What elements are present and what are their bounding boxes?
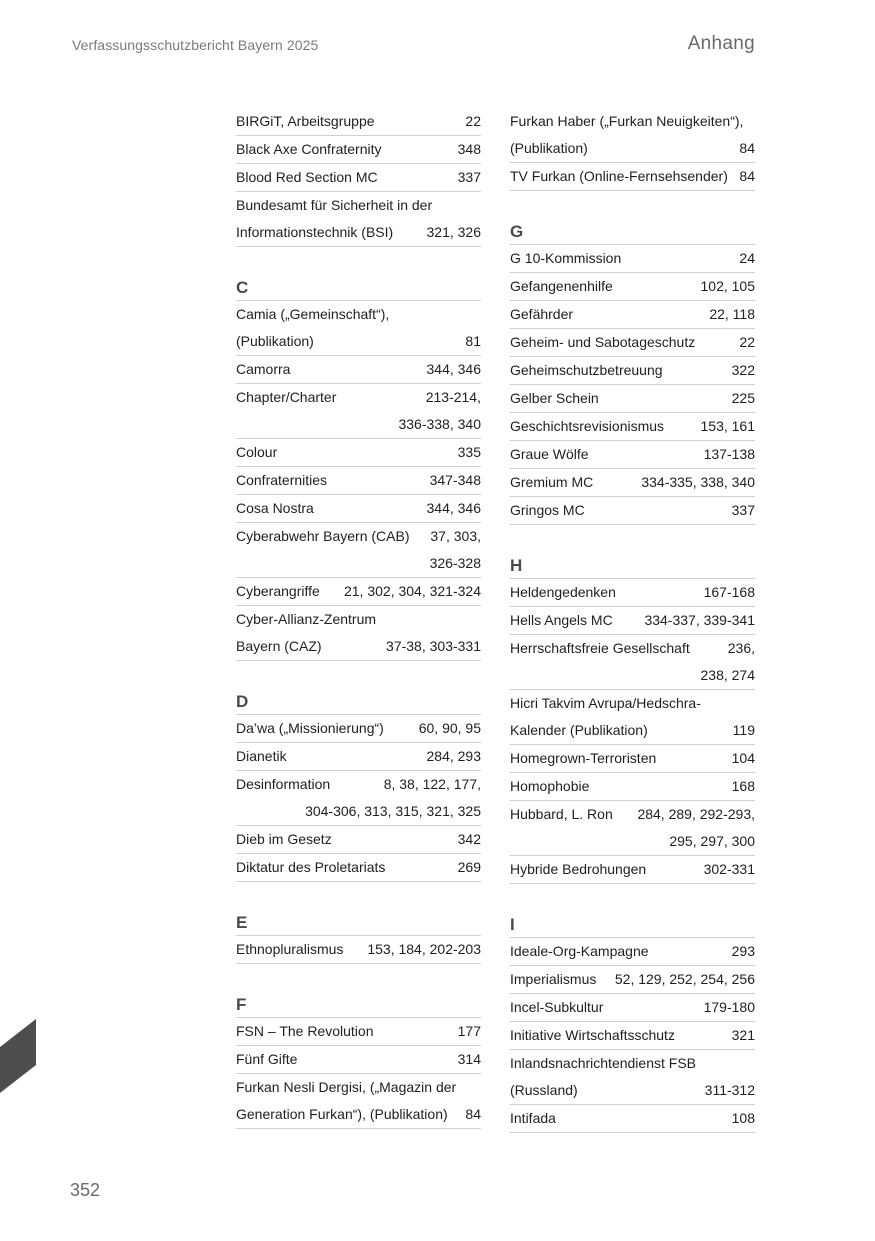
section-spacer (510, 525, 755, 551)
index-entry-line (236, 411, 481, 438)
index-entry-line (510, 245, 755, 272)
index-term: Geschichtsrevisionismus (510, 418, 665, 434)
index-entry-line (510, 385, 755, 412)
index-entry (236, 1074, 481, 1129)
index-term: Confraternities (236, 472, 328, 488)
index-entry (510, 385, 755, 413)
index-entry-line (510, 717, 755, 744)
index-entry (510, 579, 755, 607)
index-entry (236, 136, 481, 164)
index-term: Hybride Bedrohungen (510, 861, 647, 877)
index-entry (510, 108, 755, 163)
index-page-refs: 302-331 (703, 861, 755, 877)
section-spacer (236, 661, 481, 687)
index-entry-line (510, 441, 755, 468)
index-term: FSN – The Revolution (236, 1023, 374, 1039)
index-entry-line (510, 273, 755, 300)
index-term: Incel-Subkultur (510, 999, 604, 1015)
index-entry-line (510, 856, 755, 883)
index-entry (236, 715, 481, 743)
index-term: Cyberangriffe (236, 583, 320, 599)
index-term: Ideale-Org-Kampagne (510, 943, 649, 959)
index-entry-line (510, 994, 755, 1021)
index-page-refs: 52, 129, 252, 254, 256 (614, 971, 755, 987)
index-entry-line (236, 606, 481, 633)
index-entry (510, 856, 755, 884)
index-entry-line (236, 384, 481, 411)
index-term: Furkan Nesli Dergisi, („Magazin der (236, 1079, 457, 1095)
index-page-refs: 84 (739, 140, 755, 156)
index-term: Chapter/Charter (236, 389, 337, 405)
index-entry-line (236, 495, 481, 522)
index-term: Gefährder (510, 306, 574, 322)
index-term: Inlandsnachrichtendienst FSB (510, 1055, 696, 1071)
index-page-refs: 348 (457, 141, 481, 157)
index-page-refs: 225 (731, 390, 755, 406)
index-entry-line (510, 966, 755, 993)
index-term: Camorra (236, 361, 291, 377)
index-entry (236, 301, 481, 356)
index-page-refs: 153, 161 (700, 418, 755, 434)
index-entry-line (236, 798, 481, 825)
index-term: Da’wa („Missionierung“) (236, 720, 384, 736)
index-term: Hells Angels MC (510, 612, 613, 628)
index-term: G 10-Kommission (510, 250, 622, 266)
index-entry-line (510, 1022, 755, 1049)
index-entry-line (236, 301, 481, 328)
index-page-refs: 108 (731, 1110, 755, 1126)
index-page-refs: 137-138 (703, 446, 755, 462)
index-entry-line (236, 467, 481, 494)
index-entry-line (510, 801, 755, 828)
index-term: Ethnopluralismus (236, 941, 344, 957)
index-page-refs: 24 (739, 250, 755, 266)
index-term: Hubbard, L. Ron (510, 806, 613, 822)
index-entry (510, 245, 755, 273)
index-term: Homophobie (510, 778, 590, 794)
index-entry-line (236, 164, 481, 191)
index-entry (510, 966, 755, 994)
index-page-refs: 321 (731, 1027, 755, 1043)
index-column-left (236, 108, 481, 1129)
index-section-letter: G (510, 217, 755, 245)
index-page-refs: 104 (731, 750, 755, 766)
index-entry-line (236, 192, 481, 219)
index-page-refs: 22, 118 (709, 306, 755, 322)
index-page-refs: 81 (465, 333, 481, 349)
index-entry-line (510, 635, 755, 662)
index-entry (236, 826, 481, 854)
index-page-refs: 314 (457, 1051, 481, 1067)
index-entry (236, 743, 481, 771)
index-entry (510, 1022, 755, 1050)
index-page-refs: 326-328 (429, 555, 481, 571)
index-entry-line (510, 773, 755, 800)
index-term: Imperialismus (510, 971, 597, 987)
index-term: Kalender (Publikation) (510, 722, 648, 738)
index-entry-line (236, 328, 481, 355)
index-page-refs: 321, 326 (426, 224, 481, 240)
index-entry (510, 469, 755, 497)
index-entry (510, 745, 755, 773)
index-page-refs: 119 (732, 722, 755, 738)
index-term: Intifada (510, 1110, 556, 1126)
running-header-title: Verfassungsschutzbericht Bayern 2025 (72, 37, 319, 53)
chapter-tab-marker (0, 1019, 36, 1093)
index-term: Initiative Wirtschaftsschutz (510, 1027, 675, 1043)
section-spacer (236, 247, 481, 273)
index-page-refs: 102, 105 (700, 278, 755, 294)
index-term: Homegrown-Terroristen (510, 750, 657, 766)
index-entry-line (236, 1074, 481, 1101)
index-section-letter: C (236, 273, 481, 301)
index-page-refs: 84 (465, 1106, 481, 1122)
index-term: Graue Wölfe (510, 446, 589, 462)
index-page-refs: 342 (457, 831, 481, 847)
index-page-refs: 238, 274 (700, 667, 755, 683)
index-page-refs: 37-38, 303-331 (386, 638, 481, 654)
index-entry (510, 635, 755, 690)
index-term: Gremium MC (510, 474, 594, 490)
index-section-letter: E (236, 908, 481, 936)
index-entry-line (236, 136, 481, 163)
section-spacer (510, 191, 755, 217)
index-page-refs: 60, 90, 95 (418, 720, 481, 736)
index-entry-line (236, 854, 481, 881)
index-page-refs: 337 (731, 502, 755, 518)
index-entry (236, 1018, 481, 1046)
index-page-refs: 334-335, 338, 340 (641, 474, 755, 490)
index-term: BIRGiT, Arbeitsgruppe (236, 113, 375, 129)
index-term: Fünf Gifte (236, 1051, 298, 1067)
index-page-refs: 335 (457, 444, 481, 460)
index-entry-line (236, 1101, 481, 1128)
index-page-refs: 153, 184, 202-203 (367, 941, 481, 957)
index-entry-line (510, 579, 755, 606)
index-entry (236, 467, 481, 495)
index-page-refs: 22 (465, 113, 481, 129)
index-entry (236, 606, 481, 661)
index-page-refs: 8, 38, 122, 177, (383, 776, 481, 792)
page-number: 352 (70, 1180, 101, 1200)
index-page-refs: 284, 289, 292-293, (637, 806, 755, 822)
index-entry (236, 192, 481, 247)
index-term: Herrschaftsfreie Gesellschaft (510, 640, 690, 656)
index-section-letter: D (236, 687, 481, 715)
index-entry (510, 273, 755, 301)
index-page-refs: 179-180 (703, 999, 755, 1015)
index-page-refs: 304-306, 313, 315, 321, 325 (305, 803, 481, 819)
index-entry (510, 1050, 755, 1105)
index-term: Gringos MC (510, 502, 585, 518)
index-entry (236, 495, 481, 523)
index-entry (510, 1105, 755, 1133)
index-page-refs: 284, 293 (426, 748, 481, 764)
index-entry-line (236, 578, 481, 605)
index-entry-line (236, 439, 481, 466)
index-term: Desinformation (236, 776, 331, 792)
index-term: Heldengedenken (510, 584, 616, 600)
index-entry (510, 329, 755, 357)
index-entry-line (510, 301, 755, 328)
index-term: Generation Furkan“), (Publikation) (236, 1106, 448, 1122)
index-entry (236, 1046, 481, 1074)
index-term: Colour (236, 444, 278, 460)
index-entry-line (510, 690, 755, 717)
index-entry-line (510, 745, 755, 772)
index-page-refs: 177 (457, 1023, 481, 1039)
index-entry (510, 357, 755, 385)
index-entry (510, 801, 755, 856)
index-term: Furkan Haber („Furkan Neuigkeiten“), (510, 113, 744, 129)
index-entry-line (510, 1105, 755, 1132)
index-term: Bundesamt für Sicherheit in der (236, 197, 433, 213)
index-entry (510, 607, 755, 635)
index-page-refs: 293 (731, 943, 755, 959)
index-entry-line (510, 135, 755, 162)
index-page-refs: 236, (727, 640, 755, 656)
index-entry (236, 164, 481, 192)
index-page-refs: 213-214, (425, 389, 481, 405)
index-entry (510, 938, 755, 966)
index-term: Cosa Nostra (236, 500, 314, 516)
index-entry (510, 441, 755, 469)
index-section-letter: H (510, 551, 755, 579)
index-entry-line (236, 936, 481, 963)
index-entry-line (236, 743, 481, 770)
index-entry (236, 936, 481, 964)
index-entry (236, 523, 481, 578)
index-term: Cyber-Allianz-Zentrum (236, 611, 377, 627)
index-term: Cyberabwehr Bayern (CAB) (236, 528, 410, 544)
index-page-refs: 269 (457, 859, 481, 875)
index-term: TV Furkan (Online-Fernsehsender) (510, 168, 728, 184)
index-entry-line (236, 108, 481, 135)
index-page-refs: 21, 302, 304, 321-324 (343, 583, 481, 599)
index-term: Hicri Takvim Avrupa/Hedschra- (510, 695, 701, 711)
index-page-refs: 344, 346 (426, 361, 481, 377)
index-page-refs: 336-338, 340 (398, 416, 481, 432)
index-entry-line (510, 413, 755, 440)
index-entry (236, 439, 481, 467)
index-entry-line (236, 1018, 481, 1045)
index-term: Informationstechnik (BSI) (236, 224, 394, 240)
index-entry (510, 497, 755, 525)
index-entry (236, 356, 481, 384)
index-page-refs: 337 (457, 169, 481, 185)
index-entry (236, 384, 481, 439)
index-page-refs: 347-348 (429, 472, 481, 488)
index-entry (510, 994, 755, 1022)
index-entry (510, 773, 755, 801)
index-entry-line (236, 633, 481, 660)
index-entry-line (510, 938, 755, 965)
index-page-refs: 295, 297, 300 (669, 833, 755, 849)
index-page-refs: 334-337, 339-341 (644, 612, 755, 628)
index-entry-line (510, 329, 755, 356)
section-spacer (236, 882, 481, 908)
index-term: Gefangenenhilfe (510, 278, 613, 294)
index-entry (236, 771, 481, 826)
index-entry-line (236, 715, 481, 742)
index-term: Blood Red Section MC (236, 169, 378, 185)
index-term: (Publikation) (236, 333, 314, 349)
index-entry-line (510, 828, 755, 855)
index-page-refs: 311-312 (704, 1082, 755, 1098)
index-entry (236, 854, 481, 882)
index-term: Geheim- und Sabotageschutz (510, 334, 696, 350)
index-entry (510, 690, 755, 745)
index-entry-line (236, 523, 481, 550)
index-entry-line (236, 771, 481, 798)
index-term: Gelber Schein (510, 390, 599, 406)
index-section-letter: I (510, 910, 755, 938)
index-entry (236, 578, 481, 606)
section-spacer (236, 964, 481, 990)
index-entry-line (236, 219, 481, 246)
index-term: Bayern (CAZ) (236, 638, 322, 654)
index-page-refs: 167-168 (703, 584, 755, 600)
index-page-refs: 322 (731, 362, 755, 378)
index-entry-line (510, 163, 755, 190)
index-term: (Russland) (510, 1082, 578, 1098)
index-entry-line (236, 356, 481, 383)
index-page-refs: 168 (731, 778, 755, 794)
index-column-right (510, 108, 755, 1133)
index-page-refs: 37, 303, (430, 528, 481, 544)
index-entry-line (510, 357, 755, 384)
index-page-refs: 344, 346 (426, 500, 481, 516)
index-entry-line (510, 1077, 755, 1104)
index-entry (510, 413, 755, 441)
running-header-section: Anhang (687, 33, 755, 54)
index-entry-line (236, 550, 481, 577)
index-term: Diktatur des Proletariats (236, 859, 386, 875)
index-page-refs: 22 (739, 334, 755, 350)
index-entry (236, 108, 481, 136)
index-term: Dianetik (236, 748, 287, 764)
index-term: Camia („Gemeinschaft“), (236, 306, 390, 322)
index-term: Dieb im Gesetz (236, 831, 332, 847)
section-spacer (510, 884, 755, 910)
index-entry-line (236, 826, 481, 853)
index-entry-line (510, 469, 755, 496)
index-term: Black Axe Confraternity (236, 141, 382, 157)
index-page-refs: 84 (739, 168, 755, 184)
index-entry-line (510, 108, 755, 135)
index-entry-line (236, 1046, 481, 1073)
index-entry-line (510, 497, 755, 524)
index-entry (510, 163, 755, 191)
index-section-letter: F (236, 990, 481, 1018)
index-entry (510, 301, 755, 329)
index-entry-line (510, 1050, 755, 1077)
index-entry-line (510, 607, 755, 634)
index-term: (Publikation) (510, 140, 588, 156)
index-term: Geheimschutzbetreuung (510, 362, 663, 378)
index-entry-line (510, 662, 755, 689)
